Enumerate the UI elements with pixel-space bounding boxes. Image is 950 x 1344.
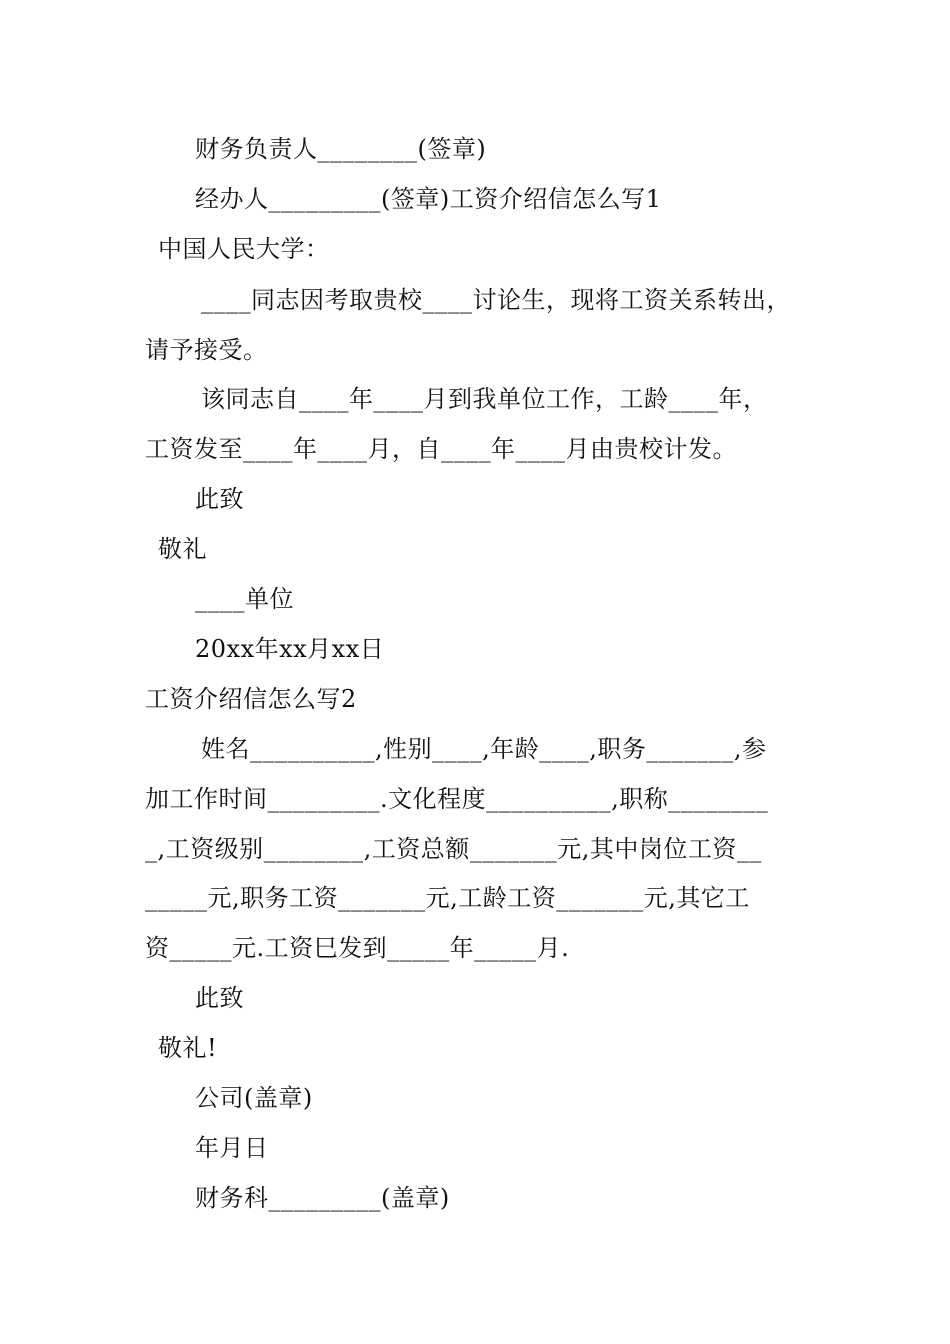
text-line-body-1: ____同志因考取贵校____讨论生，现将工资关系转出， xyxy=(201,286,791,314)
text-line-body-8: _____元,职务工资_______元,工龄工资_______元,其它工 xyxy=(145,884,750,912)
text-line-recipient: 中国人民大学： xyxy=(158,235,330,263)
text-line-closing-1: 此致 xyxy=(195,485,244,513)
text-line-unit: ____单位 xyxy=(195,585,294,613)
text-line-body-4: 工资发至____年____月，自____年____月由贵校计发。 xyxy=(145,435,737,463)
text-line-body-5: 姓名__________,性别____,年龄____,职务_______,参 xyxy=(201,735,767,763)
text-line-date-2: 年月日 xyxy=(195,1134,269,1162)
text-line-body-9: 资_____元.工资巳发到_____年_____月. xyxy=(145,934,570,962)
text-line-salute-1: 敬礼 xyxy=(158,535,207,563)
text-line-body-6: 加工作时间_________.文化程度__________,职称________ xyxy=(145,785,769,813)
text-line-salute-2: 敬礼! xyxy=(158,1034,218,1062)
section-heading-2: 工资介绍信怎么写2 xyxy=(145,685,357,713)
text-line-body-7: _,工资级别________,工资总额_______元,其中岗位工资__ xyxy=(145,835,762,863)
text-line-handler: 经办人_________(签章)工资介绍信怎么写1 xyxy=(195,185,662,213)
text-line-closing-2: 此致 xyxy=(195,984,244,1012)
text-line-date-1: 20xx年xx月xx日 xyxy=(195,635,385,663)
text-line-body-3: 该同志自____年____月到我单位工作，工龄____年， xyxy=(201,385,768,413)
text-line-finance-dept: 财务科_________(盖章) xyxy=(195,1184,450,1212)
text-line-company-seal: 公司(盖章) xyxy=(195,1084,313,1112)
text-line-finance-head: 财务负责人________(签章) xyxy=(195,135,487,163)
text-line-body-2: 请予接受。 xyxy=(145,336,268,364)
